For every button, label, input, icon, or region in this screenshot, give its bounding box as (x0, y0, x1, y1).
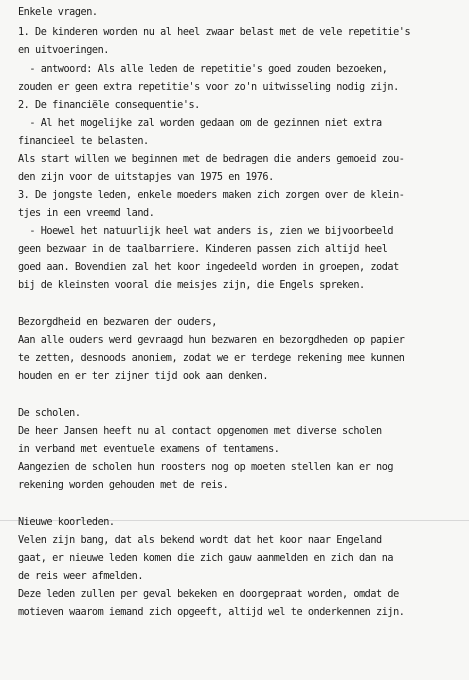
text-line: motieven waarom iemand zich opgeeft, altijd wel te onderkennen zijn. (18, 607, 405, 618)
text-line: financieel te belasten. (18, 136, 149, 147)
text-line: Aan alle ouders werd gevraagd hun bezwaren en bezorgdheden op papier (18, 335, 405, 346)
text-line: De heer Jansen heeft nu al contact opgenomen met diverse scholen (18, 426, 382, 437)
text-line: - Al het mogelijke zal worden gedaan om de gezinnen niet extra (18, 118, 382, 129)
text-line: Als start willen we beginnen met de bedragen die anders gemoeid zou- (18, 154, 405, 165)
text-line: Aangezien de scholen hun roosters nog op moeten stellen kan er nog (18, 462, 394, 473)
heading-bezorgdheid: Bezorgdheid en bezwaren der ouders, (18, 317, 217, 328)
text-line: Velen zijn bang, dat als bekend wordt dat het koor naar Engeland (18, 535, 382, 546)
text-line: rekening worden gehouden met de reis. (18, 480, 229, 491)
text-line: de reis weer afmelden. (18, 571, 144, 582)
text-line: en uitvoeringen. (18, 45, 109, 56)
text-line: - Hoewel het natuurlijk heel wat anders is, zien we bijvoorbeeld (18, 226, 394, 237)
text-line: - antwoord: Als alle leden de repetitie's goed zouden bezoeken, (18, 64, 388, 75)
heading-nieuwe-koorleden: Nieuwe koorleden. (18, 517, 115, 528)
text-line: te zetten, desnoods anoniem, zodat we er terdege rekening mee kunnen (18, 353, 405, 364)
text-line: goed aan. Bovendien zal het koor ingedeeld worden in groepen, zodat (18, 262, 399, 273)
heading-enkele-vragen: Enkele vragen. (18, 7, 98, 18)
heading-de-scholen: De scholen. (18, 408, 81, 419)
text-line: 3. De jongste leden, enkele moeders maken zich zorgen over de klein- (18, 190, 405, 201)
text-line: zouden er geen extra repetitie's voor zo'n uitwisseling nodig zijn. (18, 82, 399, 93)
text-line: tjes in een vreemd land. (18, 208, 155, 219)
text-line: Deze leden zullen per geval bekeken en doorgepraat worden, omdat de (18, 589, 399, 600)
text-line: houden en er ter zijner tijd ook aan denken. (18, 371, 269, 382)
text-line: bij de kleinsten vooral die meisjes zijn, die Engels spreken. (18, 280, 365, 291)
text-line: in verband met eventuele examens of tentamens. (18, 444, 280, 455)
text-line: den zijn voor de uitstapjes van 1975 en 1976. (18, 172, 274, 183)
text-line: 1. De kinderen worden nu al heel zwaar belast met de vele repetitie's (18, 27, 411, 38)
text-line: gaat, er nieuwe leden komen die zich gauw aanmelden en zich dan na (18, 553, 394, 564)
text-line: 2. De financiële consequentie's. (18, 100, 200, 111)
text-line: geen bezwaar in de taalbarriere. Kinderen passen zich altijd heel (18, 244, 388, 255)
